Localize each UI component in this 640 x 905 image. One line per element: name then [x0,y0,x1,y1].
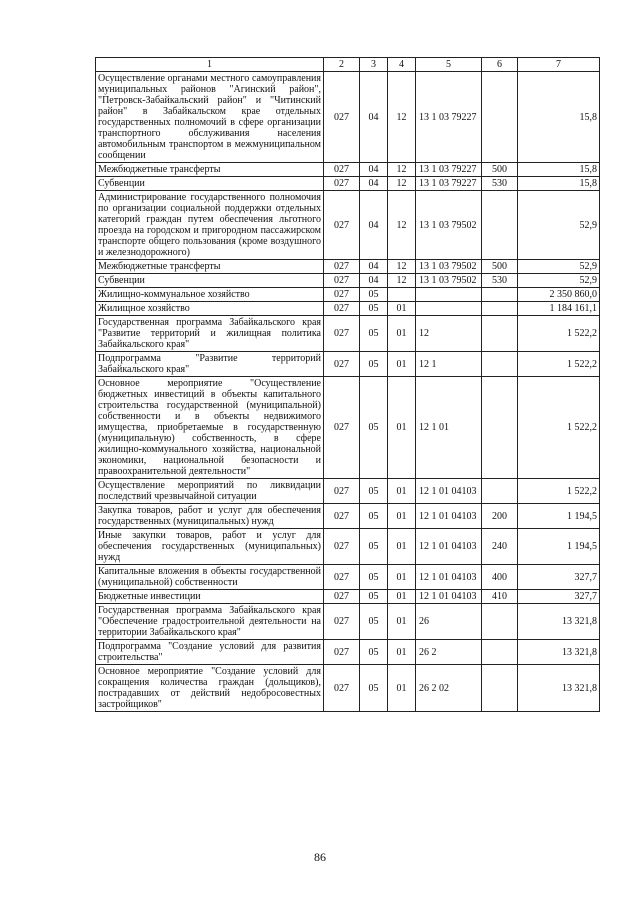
row-description: Осуществление органами местного самоуправления муниципальных районов "Агинский район", "Петровск-Забайкальский район" и "Читинский район" в Забайкальском крае отдельных государственных полномочий в сфере организации транспортного обслуживания населения автомобильным транспортом в межмуниципальном сообщении [96,72,324,163]
row-target-article: 12 1 01 04103 [416,479,482,504]
row-subsection: 01 [388,565,416,590]
row-subsection: 01 [388,352,416,377]
row-ministry-code: 027 [324,529,360,565]
row-section: 05 [360,316,388,352]
row-expense-type [482,316,518,352]
row-expense-type: 400 [482,565,518,590]
row-amount: 13 321,8 [518,640,600,665]
row-section: 05 [360,665,388,712]
row-amount: 1 522,2 [518,352,600,377]
row-amount: 1 194,5 [518,529,600,565]
row-section: 05 [360,565,388,590]
table-row [96,479,600,504]
table-row [96,260,600,274]
table-row [96,590,600,604]
row-ministry-code: 027 [324,177,360,191]
table-row [96,377,600,479]
row-amount: 52,9 [518,191,600,260]
row-target-article: 13 1 03 79227 [416,163,482,177]
row-amount: 13 321,8 [518,604,600,640]
row-subsection: 01 [388,640,416,665]
header-cell: 6 [482,58,518,72]
row-expense-type: 240 [482,529,518,565]
row-target-article: 26 2 02 [416,665,482,712]
row-target-article: 12 1 01 04103 [416,529,482,565]
row-target-article [416,302,482,316]
row-target-article: 13 1 03 79227 [416,72,482,163]
header-cell: 7 [518,58,600,72]
row-ministry-code: 027 [324,504,360,529]
row-subsection: 01 [388,604,416,640]
row-expense-type [482,377,518,479]
row-amount: 15,8 [518,177,600,191]
row-expense-type [482,302,518,316]
row-description: Закупка товаров, работ и услуг для обеспечения государственных (муниципальных) нужд [96,504,324,529]
row-section: 04 [360,274,388,288]
row-target-article: 26 [416,604,482,640]
header-cell: 4 [388,58,416,72]
row-target-article: 12 1 01 04103 [416,504,482,529]
row-description: Подпрограмма "Развитие территорий Забайкальского края" [96,352,324,377]
row-ministry-code: 027 [324,640,360,665]
row-section: 05 [360,640,388,665]
row-target-article: 12 1 [416,352,482,377]
row-section: 05 [360,377,388,479]
row-ministry-code: 027 [324,590,360,604]
row-section: 05 [360,504,388,529]
table-row [96,191,600,260]
row-description: Подпрограмма "Создание условий для развития строительства" [96,640,324,665]
row-description: Государственная программа Забайкальского края "Развитие территорий и жилищная политика Забайкальского края" [96,316,324,352]
row-ministry-code: 027 [324,191,360,260]
row-amount: 1 522,2 [518,377,600,479]
row-section: 04 [360,260,388,274]
row-description: Иные закупки товаров, работ и услуг для обеспечения государственных (муниципальных) нужд [96,529,324,565]
row-target-article [416,288,482,302]
row-section: 04 [360,72,388,163]
row-description: Основное мероприятие "Осуществление бюджетных инвестиций в объекты капитального строительства государственной (муниципальной) собственности и в объекты недвижимого имущества, приобретаемые в государственную (муниципальную) собственность, в сфере жилищно-коммунального хозяйства, национальной экономики, национальной безопасности и правоохранительной деятельности" [96,377,324,479]
row-expense-type [482,640,518,665]
header-cell: 5 [416,58,482,72]
row-ministry-code: 027 [324,302,360,316]
row-amount: 15,8 [518,163,600,177]
row-section: 05 [360,302,388,316]
row-target-article: 13 1 03 79502 [416,260,482,274]
row-amount: 1 522,2 [518,479,600,504]
row-target-article: 13 1 03 79227 [416,177,482,191]
header-cell: 1 [96,58,324,72]
table-row [96,274,600,288]
header-cell: 2 [324,58,360,72]
table-row [96,288,600,302]
row-target-article: 12 1 01 04103 [416,590,482,604]
row-description: Жилищное хозяйство [96,302,324,316]
table-row [96,352,600,377]
row-expense-type [482,288,518,302]
row-subsection: 12 [388,191,416,260]
header-cell: 3 [360,58,388,72]
row-target-article: 26 2 [416,640,482,665]
table-row [96,529,600,565]
row-target-article: 13 1 03 79502 [416,274,482,288]
row-description: Межбюджетные трансферты [96,163,324,177]
row-section: 05 [360,529,388,565]
row-section: 05 [360,479,388,504]
row-section: 05 [360,288,388,302]
row-subsection: 01 [388,377,416,479]
row-section: 05 [360,604,388,640]
table-row [96,72,600,163]
row-ministry-code: 027 [324,665,360,712]
row-expense-type [482,352,518,377]
row-amount: 15,8 [518,72,600,163]
row-description: Капитальные вложения в объекты государственной (муниципальной) собственности [96,565,324,590]
row-description: Осуществление мероприятий по ликвидации последствий чрезвычайной ситуации [96,479,324,504]
row-description: Основное мероприятие "Создание условий для сокращения количества граждан (дольщиков), пострадавших от действий недобросовестных застройщиков" [96,665,324,712]
row-target-article: 12 1 01 04103 [416,565,482,590]
table-row [96,163,600,177]
row-ministry-code: 027 [324,316,360,352]
table-body [96,58,600,712]
row-ministry-code: 027 [324,377,360,479]
row-subsection: 01 [388,316,416,352]
row-description: Жилищно-коммунальное хозяйство [96,288,324,302]
page-number: 86 [314,850,326,864]
row-ministry-code: 027 [324,565,360,590]
row-ministry-code: 027 [324,604,360,640]
row-amount: 52,9 [518,274,600,288]
row-amount: 13 321,8 [518,665,600,712]
budget-table [95,57,600,712]
row-subsection: 01 [388,504,416,529]
table-row [96,302,600,316]
row-amount: 1 184 161,1 [518,302,600,316]
row-ministry-code: 027 [324,260,360,274]
row-amount: 327,7 [518,590,600,604]
row-ministry-code: 027 [324,274,360,288]
row-ministry-code: 027 [324,352,360,377]
row-subsection: 12 [388,72,416,163]
row-expense-type: 500 [482,163,518,177]
row-expense-type [482,665,518,712]
row-subsection: 12 [388,163,416,177]
row-expense-type [482,191,518,260]
row-description: Межбюджетные трансферты [96,260,324,274]
table-row [96,316,600,352]
row-amount: 1 522,2 [518,316,600,352]
row-subsection: 01 [388,529,416,565]
table-header-row [96,58,600,72]
row-subsection: 12 [388,177,416,191]
row-expense-type: 200 [482,504,518,529]
table-row [96,665,600,712]
table-row [96,604,600,640]
row-subsection: 12 [388,274,416,288]
row-subsection: 01 [388,302,416,316]
row-description: Субвенции [96,177,324,191]
row-amount: 1 194,5 [518,504,600,529]
row-section: 04 [360,163,388,177]
row-expense-type [482,604,518,640]
row-description: Администрирование государственного полномочия по организации социальной поддержки отдельных категорий граждан путем обеспечения льготного проезда на городском и пригородном пассажирском транспорте общего пользования (кроме воздушного и железнодорожного) [96,191,324,260]
row-expense-type: 530 [482,274,518,288]
row-target-article: 12 1 01 [416,377,482,479]
row-description: Бюджетные инвестиции [96,590,324,604]
row-description: Субвенции [96,274,324,288]
row-subsection [388,288,416,302]
row-ministry-code: 027 [324,163,360,177]
row-subsection: 01 [388,479,416,504]
row-section: 05 [360,590,388,604]
row-target-article: 12 [416,316,482,352]
row-amount: 52,9 [518,260,600,274]
row-description: Государственная программа Забайкальского края "Обеспечение градостроительной деятельности на территории Забайкальского края" [96,604,324,640]
table-row [96,177,600,191]
row-ministry-code: 027 [324,288,360,302]
row-subsection: 01 [388,665,416,712]
row-subsection: 01 [388,590,416,604]
row-expense-type: 410 [482,590,518,604]
row-expense-type [482,72,518,163]
table-row [96,565,600,590]
row-subsection: 12 [388,260,416,274]
table-row [96,640,600,665]
row-ministry-code: 027 [324,72,360,163]
row-amount: 2 350 860,0 [518,288,600,302]
row-amount: 327,7 [518,565,600,590]
row-ministry-code: 027 [324,479,360,504]
row-target-article: 13 1 03 79502 [416,191,482,260]
row-expense-type: 500 [482,260,518,274]
row-section: 04 [360,177,388,191]
row-section: 04 [360,191,388,260]
table-row [96,504,600,529]
row-section: 05 [360,352,388,377]
row-expense-type: 530 [482,177,518,191]
row-expense-type [482,479,518,504]
